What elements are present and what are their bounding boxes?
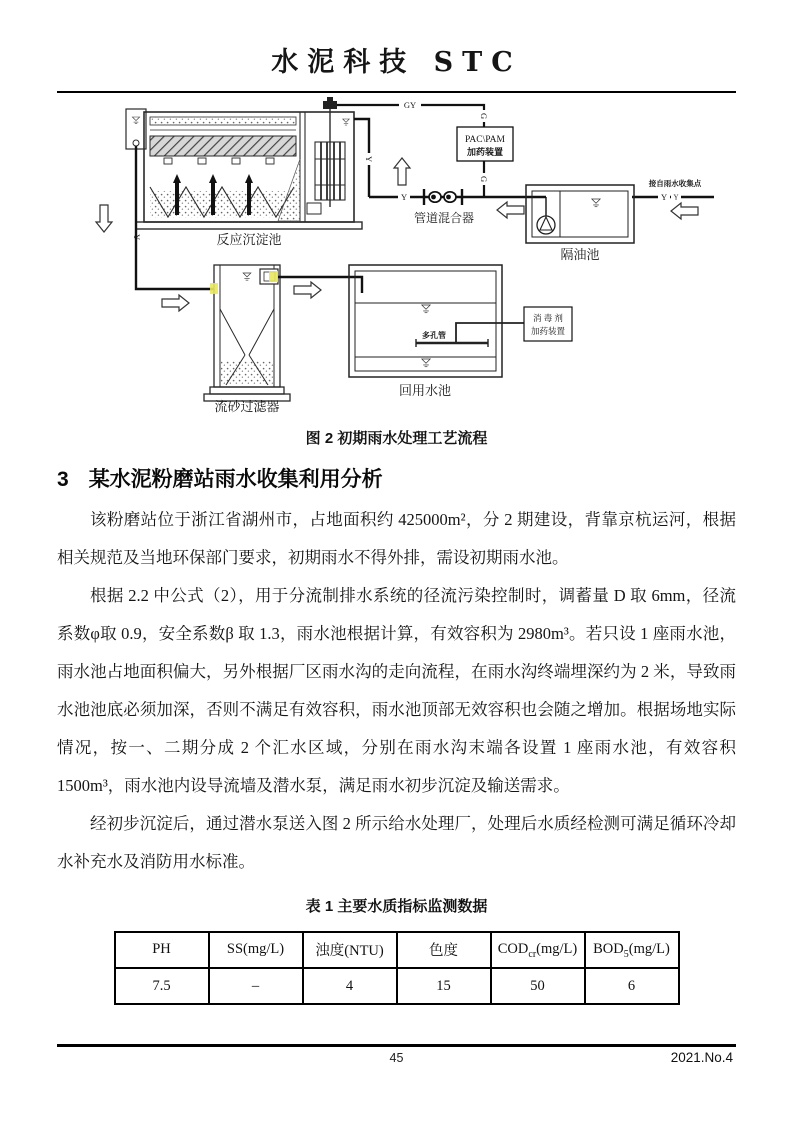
- flow-arrow-right-icon: [162, 295, 189, 311]
- issue-number: 2021.No.4: [670, 1050, 733, 1065]
- reaction-tank-label: 反应沉淀池: [216, 232, 282, 247]
- mixer-motor-icon: [323, 101, 337, 109]
- table-header-cell: 浊度(NTU): [303, 932, 397, 968]
- table-header-cell: SS(mg/L): [209, 932, 303, 968]
- pipe-label-y: [364, 153, 374, 165]
- flow-arrow-up-icon: [394, 158, 410, 185]
- svg-text:Y: Y: [400, 192, 408, 202]
- page-header: [0, 0, 793, 79]
- svg-text:Y: Y: [673, 193, 679, 202]
- section-title: 某水泥粉磨站雨水收集利用分析: [88, 468, 383, 491]
- porous-pipe-label: 多孔管: [422, 331, 446, 340]
- pipe-label-y: [671, 193, 681, 202]
- journal-title: 水泥科技 STC: [271, 47, 522, 78]
- oil-separation-tank: [526, 185, 634, 243]
- flow-arrow-left-icon: [671, 203, 698, 219]
- figure2-svg: [64, 97, 724, 422]
- table-cell: 6: [585, 968, 679, 1004]
- pump-icon: [537, 216, 555, 234]
- flow-arrow-left-icon: [497, 202, 524, 218]
- table-cell: 50: [491, 968, 585, 1004]
- svg-text:Y: Y: [364, 155, 374, 163]
- table-cell: 4: [303, 968, 397, 1004]
- water-quality-table: [114, 931, 680, 1005]
- paragraph: 该粉磨站位于浙江省湖州市，占地面积约 425000m²，分 2 期建设，背靠京杭运河，根据相关规范及当地环保部门要求，初期雨水不得外排，需设初期雨水池。: [57, 510, 736, 567]
- table-header-cell: PH: [115, 932, 209, 968]
- reuse-tank-label: 回用水池: [398, 383, 452, 398]
- svg-text:加药装置: 加药装置: [466, 147, 504, 157]
- paragraph: 经初步沉淀后，通过潜水泵送入图 2 所示给水处理厂，处理后水质经检测可满足循环冷却水补充水及消防用水标准。: [57, 814, 736, 871]
- pipe-label-y: [398, 192, 410, 202]
- flow-arrow-down-icon: [96, 205, 112, 232]
- pipe-label-g: [479, 173, 489, 185]
- process-flow-diagram: [64, 97, 729, 427]
- svg-text:PAC\PAM: PAC\PAM: [465, 135, 505, 145]
- svg-text:加药装置: 加药装置: [530, 326, 566, 336]
- flow-arrow-right-icon: [294, 282, 321, 298]
- pac-pam-dosing-box: [457, 127, 513, 161]
- body-text: [57, 501, 736, 881]
- lamella-media: [150, 136, 296, 156]
- svg-text:GY: GY: [403, 100, 417, 110]
- figure-caption: 图 2 初期雨水处理工艺流程: [305, 430, 488, 447]
- pipe-mixer-label: 管道混合器: [413, 211, 475, 225]
- header-rule: [57, 91, 736, 93]
- table-cell: –: [209, 968, 303, 1004]
- svg-text:Y: Y: [132, 233, 142, 241]
- section-number: 3: [57, 468, 69, 491]
- page-number: 45: [389, 1051, 404, 1065]
- table-header-cell: 色度: [397, 932, 491, 968]
- svg-text:Y: Y: [660, 192, 668, 202]
- sand-filter-label: 流砂过滤器: [214, 399, 280, 414]
- section-heading: [57, 463, 736, 493]
- pipe-label-y: [658, 192, 670, 202]
- oil-tank-label: 隔油池: [560, 247, 600, 262]
- inlet-note-label: 接自雨水收集点: [648, 179, 702, 188]
- reaction-sedimentation-tank: [126, 97, 362, 229]
- svg-text:G: G: [479, 175, 489, 183]
- pipe-label-gy: [399, 100, 421, 110]
- rapid-mixer: [307, 97, 345, 214]
- table-caption: 表 1 主要水质指标监测数据: [305, 898, 488, 915]
- highlight-mark: [269, 271, 278, 282]
- table-header-row: [115, 932, 679, 968]
- table-cell: 7.5: [115, 968, 209, 1004]
- highlight-mark: [210, 283, 218, 294]
- table-cell: 15: [397, 968, 491, 1004]
- footer-rule: [57, 1044, 736, 1047]
- reuse-water-tank: [349, 265, 524, 377]
- table-header-cell: $BOD_5(mg/L)$: [585, 932, 679, 968]
- disinfectant-dosing-box: [524, 307, 572, 341]
- svg-text:消 毒 剂: 消 毒 剂: [533, 313, 563, 323]
- svg-text:G: G: [479, 112, 489, 120]
- table-header-cell: $COD_{cr}(mg/L)$: [491, 932, 585, 968]
- pipe-label-g: [479, 110, 489, 122]
- table-row: [115, 968, 679, 1004]
- paragraph: 根据 2.2 中公式（2），用于分流制排水系统的径流污染控制时，调蓄量 D 取 6mm，径流系数φ取 0.9，安全系数β 取 1.3，雨水池根据计算，有效容积为 2980m³。若只设 1 座雨水池，雨水池占地面积偏大，另外根据厂区雨水沟的走向流程，在雨水沟终端埋深约为 2 米，导致雨水池池底必须加深，否则不满足有效容积，雨水池顶部无效容积也会随之增加。根据场地实际情况，按一、二期分成 2 个汇水区域，分别在雨水沟末端各设置 1 座雨水池，有效容积 1500m³，雨水池内设导流墙及潜水泵，满足雨水初步沉淀及输送需求。: [57, 586, 736, 795]
